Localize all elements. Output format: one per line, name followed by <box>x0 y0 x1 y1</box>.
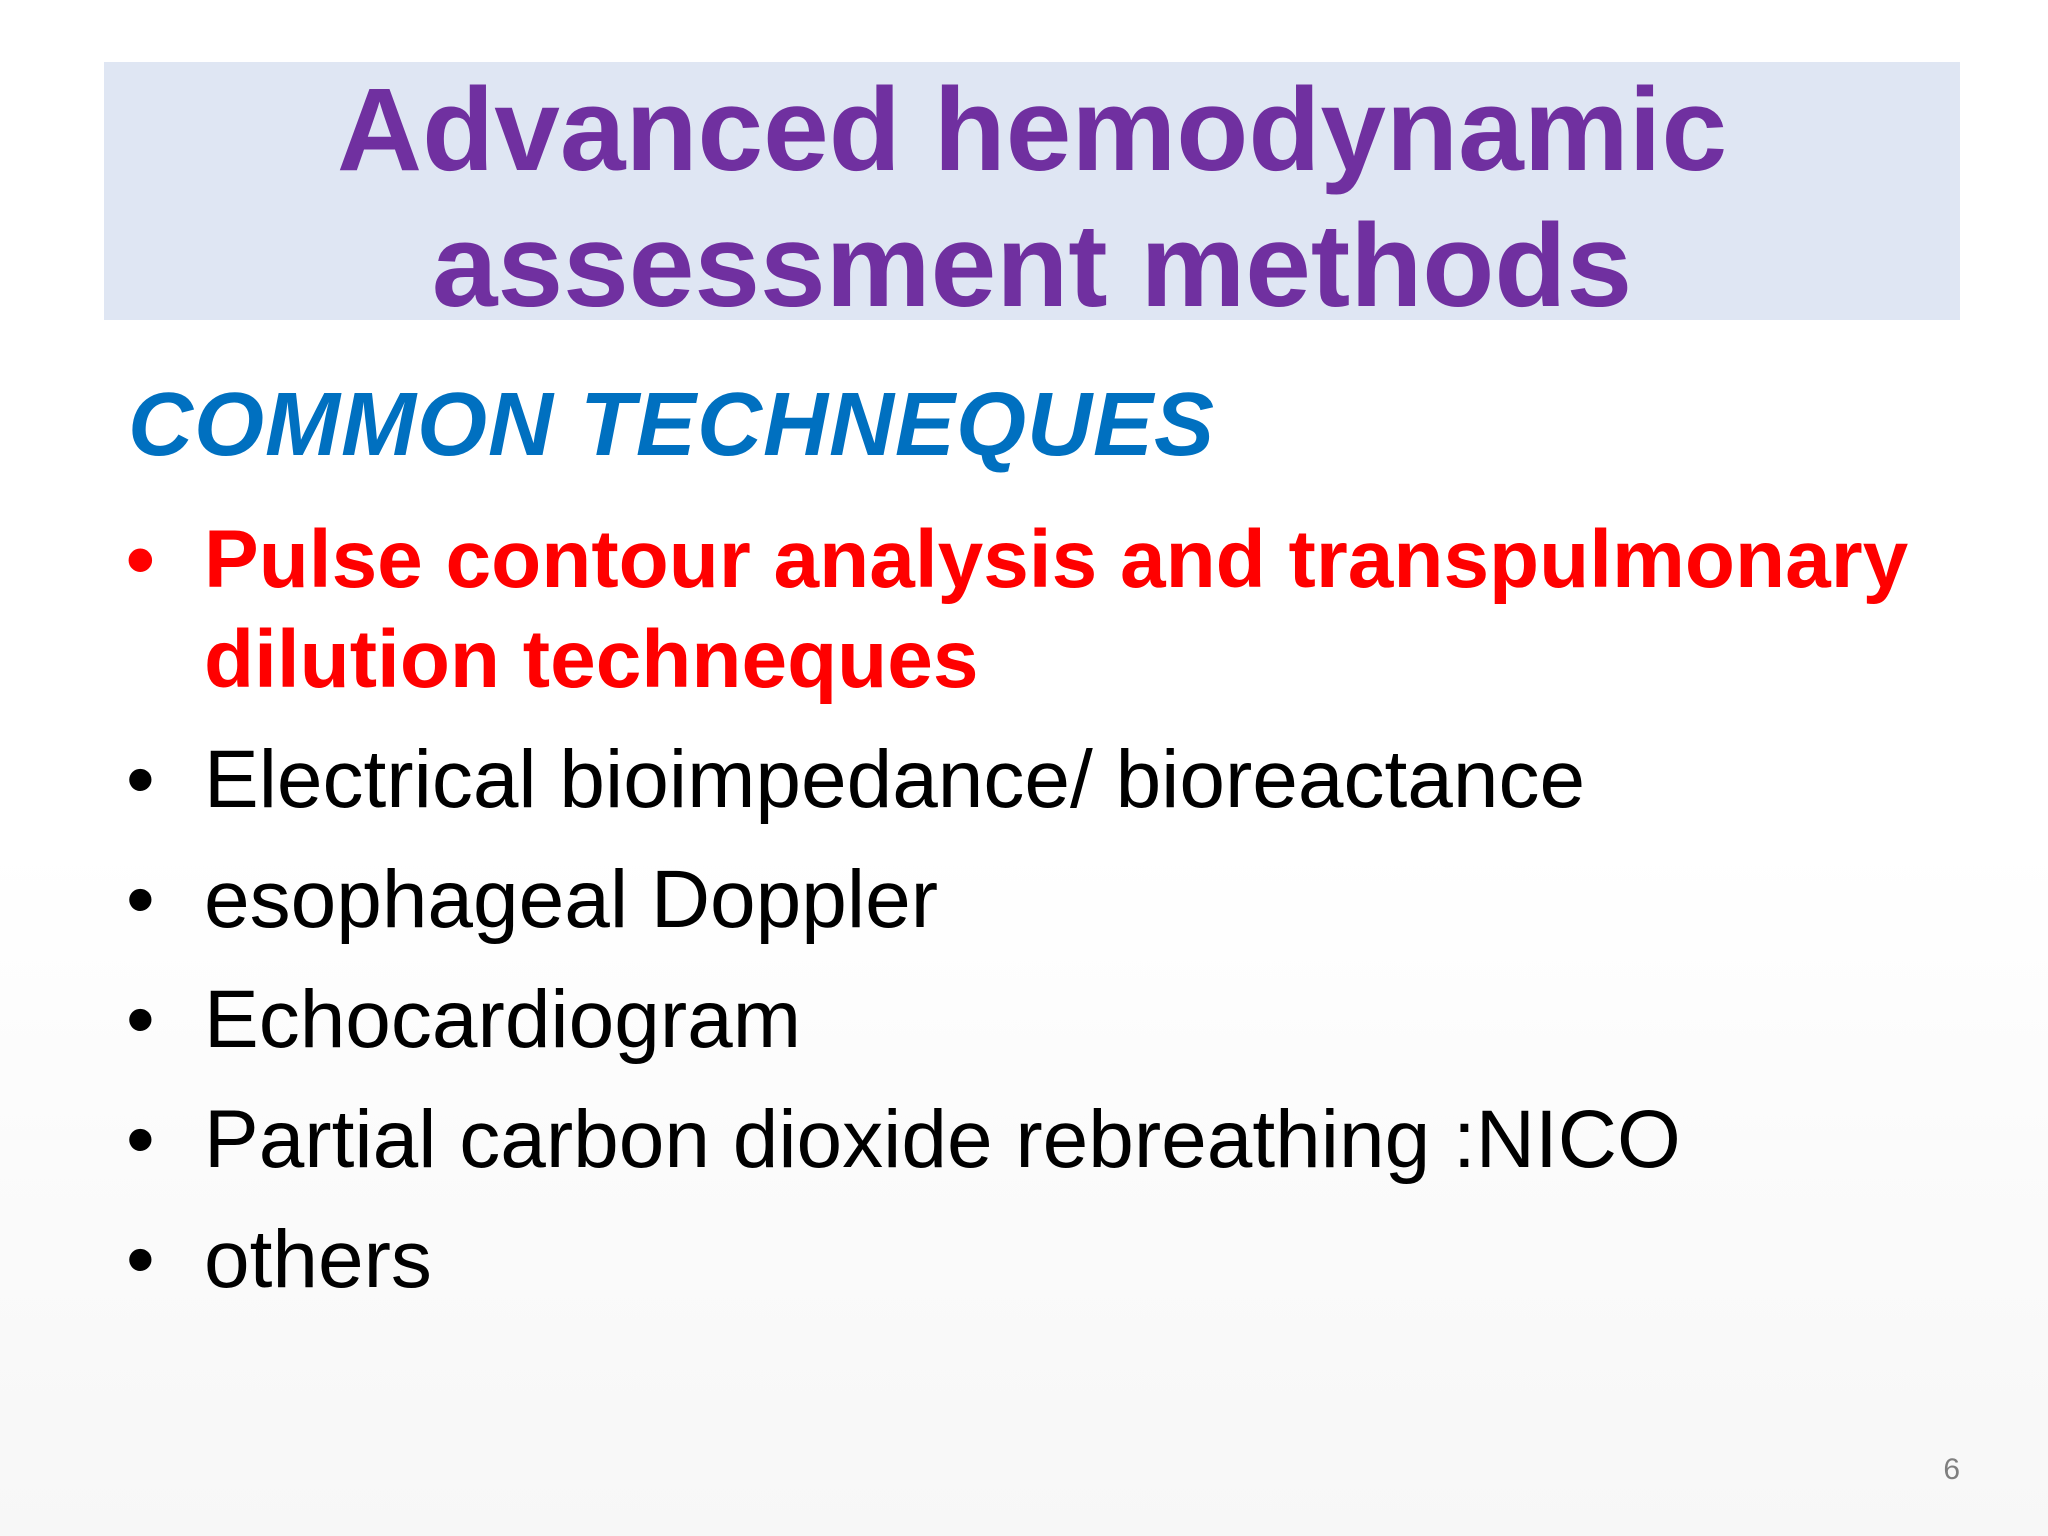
slide-title <box>104 62 1960 334</box>
bullet-item-others <box>120 1210 1940 1310</box>
bullet-dot: • <box>126 734 155 825</box>
bullet-dot: • <box>126 854 155 945</box>
bullet-item-nico <box>120 1090 1940 1190</box>
bullet-list <box>120 510 1940 1330</box>
bullet-text: Electrical bioimpedance/ bioreactance <box>204 734 1586 825</box>
slide-title-line-2: assessment methods <box>431 200 1633 332</box>
page-number: 6 <box>1943 1453 1960 1486</box>
bullet-item-bioimpedance <box>120 730 1940 830</box>
bullet-item-echocardiogram <box>120 970 1940 1070</box>
section-heading: COMMON TECHNEQUES <box>128 375 1216 475</box>
bullet-dot: • <box>126 974 155 1065</box>
bullet-dot: • <box>126 514 155 605</box>
bullet-item-pulse-contour <box>120 510 1940 710</box>
bullet-dot: • <box>126 1094 155 1185</box>
bullet-text: Echocardiogram <box>204 974 802 1065</box>
bullet-text: Partial carbon dioxide rebreathing :NICO <box>204 1094 1681 1185</box>
bullet-text: others <box>204 1214 432 1305</box>
bullet-item-esophageal-doppler <box>120 850 1940 950</box>
bullet-text: Pulse contour analysis and transpulmonary dilution techneques <box>204 514 1909 705</box>
slide-title-line-1: Advanced hemodynamic <box>336 64 1728 196</box>
bullet-text: esophageal Doppler <box>204 854 938 945</box>
bullet-dot: • <box>126 1214 155 1305</box>
